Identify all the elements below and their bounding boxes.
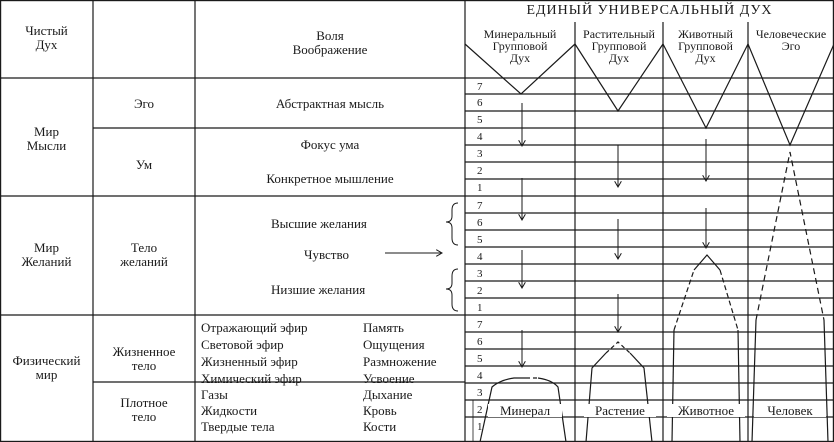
function-item: Ощущения: [363, 337, 425, 352]
lower-desires-label: Низшие желания: [271, 282, 366, 297]
feeling-label: Чувство: [304, 247, 350, 262]
region-number: 1: [477, 182, 483, 194]
region-number: 5: [477, 114, 483, 126]
group-spirit-label: Растительный Групповой Дух: [583, 27, 655, 65]
region-number: 3: [477, 387, 483, 399]
region-number: 2: [477, 285, 483, 297]
ether-item: Световой эфир: [201, 337, 284, 352]
physical-world-label: Физический мир: [12, 353, 81, 382]
kingdom-label: Животное: [667, 404, 745, 417]
region-number: 7: [477, 319, 483, 331]
dense-body-label: Плотное тело: [120, 395, 168, 424]
region-number: 4: [477, 251, 483, 263]
pure-spirit-label: Чистый Дух: [25, 23, 68, 52]
region-number: 2: [477, 404, 483, 416]
region-number: 4: [477, 131, 483, 143]
region-number: 1: [477, 421, 483, 433]
region-number: 6: [477, 97, 483, 109]
higher-desires-label: Высшие желания: [271, 216, 367, 231]
ether-item: Химический эфир: [201, 371, 302, 386]
desire-body-label: Тело желаний: [120, 240, 168, 269]
region-number: 7: [477, 200, 483, 212]
group-spirit-label: Животный Групповой Дух: [678, 27, 733, 65]
function-item: Память: [363, 320, 404, 335]
world-of-thought-label: Мир Мысли: [26, 124, 67, 153]
region-number: 4: [477, 370, 483, 382]
lower-desires-brace: [446, 269, 458, 311]
region-number: 1: [477, 302, 483, 314]
vital-body-label: Жизненное тело: [112, 344, 176, 373]
ether-item: Отражающий эфир: [201, 320, 308, 335]
mind-focus-label: Фокус ума: [300, 137, 360, 152]
region-number: 5: [477, 353, 483, 365]
function-item: Размножение: [363, 354, 437, 369]
kingdom-label: Растение: [584, 404, 656, 417]
function-item: Дыхание: [363, 387, 413, 402]
region-number: 3: [477, 148, 483, 160]
outer-frame: [1, 1, 834, 442]
ego-label: Эго: [133, 96, 155, 111]
kingdom-label: Человек: [754, 404, 826, 417]
world-of-desire-label: Мир Желаний: [21, 240, 72, 269]
region-number: 7: [477, 81, 483, 93]
ether-item: Газы: [201, 387, 228, 402]
mind-label: Ум: [135, 157, 153, 172]
will-imagination-label: Воля Воображение: [292, 28, 368, 57]
abstract-thought-label: Абстрактная мысль: [275, 96, 385, 111]
ether-item: Жидкости: [201, 403, 258, 418]
group-spirit-label: Минеральный Групповой Дух: [483, 27, 557, 65]
region-number: 5: [477, 234, 483, 246]
diagram-title: ЕДИНЫЙ УНИВЕРСАЛЬНЫЙ ДУХ: [526, 3, 773, 18]
region-number: 2: [477, 165, 483, 177]
ether-item: Жизненный эфир: [201, 354, 298, 369]
function-item: Кости: [363, 419, 397, 434]
region-number: 6: [477, 336, 483, 348]
ether-item: Твердые тела: [201, 419, 275, 434]
function-item: Усвоение: [363, 371, 415, 386]
higher-desires-brace: [446, 203, 458, 245]
kingdom-label: Минерал: [488, 404, 562, 417]
function-item: Кровь: [363, 403, 397, 418]
concrete-thinking-label: Конкретное мышление: [266, 171, 394, 186]
group-spirit-label: Человеческие Эго: [755, 27, 827, 53]
region-number: 6: [477, 217, 483, 229]
region-number: 3: [477, 268, 483, 280]
